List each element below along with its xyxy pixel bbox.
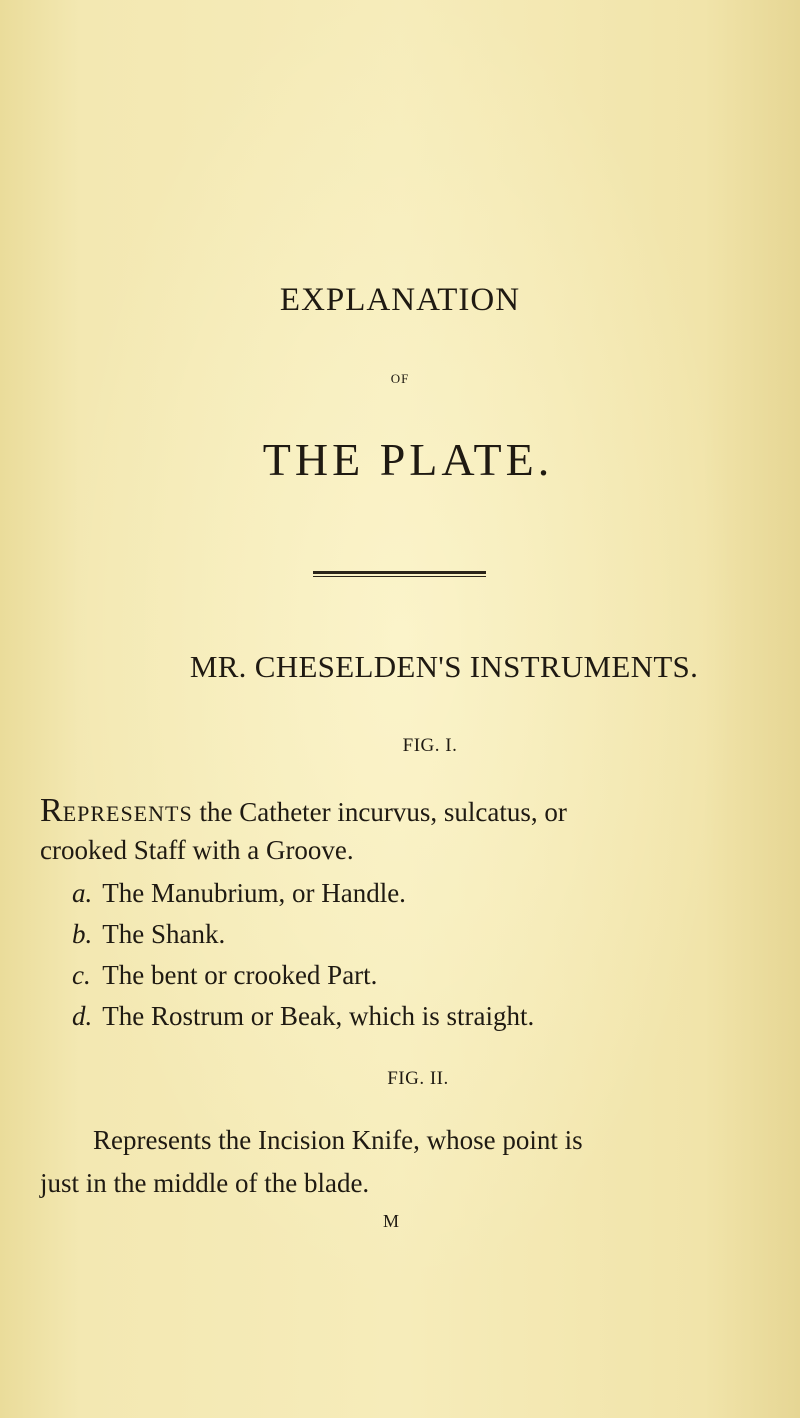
- item-letter: a.: [72, 878, 93, 908]
- item-text: The Manubrium, or Handle.: [102, 878, 406, 908]
- item-letter: b.: [72, 919, 93, 949]
- fig-1-item-a: [72, 878, 406, 909]
- ornamental-rule: [313, 571, 486, 577]
- rule-thick-line: [313, 571, 486, 574]
- rule-thin-line: [313, 576, 486, 577]
- item-text: The Shank.: [102, 919, 226, 949]
- section-title: MR. CHESELDEN'S INSTRUMENTS.: [189, 649, 699, 684]
- item-letter: d.: [72, 1001, 93, 1031]
- fig-1-item-d: [72, 1001, 534, 1032]
- item-letter: c.: [72, 960, 91, 990]
- fig-1-label: FIG. I.: [402, 735, 458, 756]
- description-line-1-rest: the Catheter incurvus, sulcatus, or: [192, 797, 567, 827]
- fig-1-item-b: [72, 919, 225, 950]
- catchword: M: [383, 1211, 400, 1231]
- fig-1-description-line-2: crooked Staff with a Groove.: [40, 835, 354, 865]
- fig-1-description-line-1: [40, 792, 567, 830]
- initial-capital: R: [40, 792, 63, 829]
- fig-1-item-c: [72, 960, 377, 991]
- heading-of: OF: [390, 371, 410, 386]
- drop-word: [40, 792, 193, 829]
- fig-2-description-line-2: just in the middle of the blade.: [40, 1168, 370, 1198]
- item-text: The bent or crooked Part.: [102, 960, 378, 990]
- heading-the-plate: THE PLATE.: [262, 434, 554, 485]
- small-caps-word: EPRESENTS: [62, 801, 193, 826]
- heading-explanation: EXPLANATION: [279, 282, 521, 318]
- fig-2-label: FIG. II.: [387, 1068, 449, 1089]
- item-text: The Rostrum or Beak, which is straight.: [102, 1001, 535, 1031]
- fig-2-description-line-1: Represents the Incision Knife, whose point is: [93, 1125, 583, 1155]
